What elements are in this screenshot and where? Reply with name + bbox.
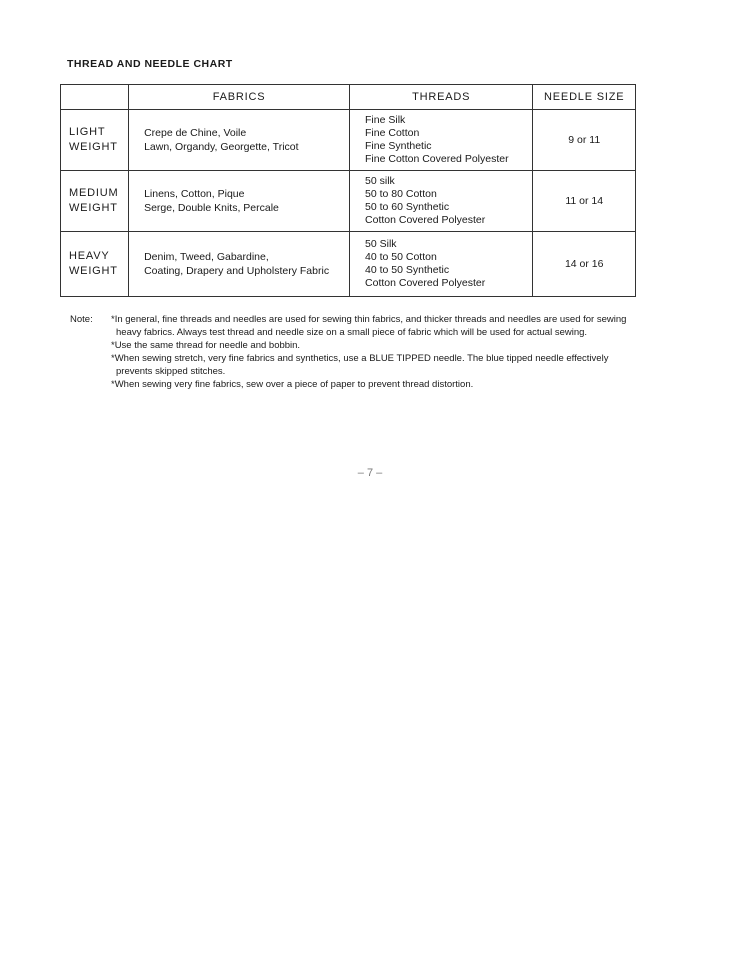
thread-line: Fine Cotton: [365, 127, 420, 139]
thread-line: 50 silk: [365, 175, 395, 187]
table-row: [61, 232, 636, 297]
weight-line: HEAVY: [69, 250, 110, 262]
thread-needle-table: [60, 84, 636, 297]
note-list: [111, 313, 640, 391]
weight-line: MEDIUM: [69, 187, 119, 199]
table-row: [61, 171, 636, 232]
note-label: Note:: [70, 314, 93, 325]
needle-size-cell: 9 or 11: [533, 110, 636, 171]
weight-line: WEIGHT: [69, 265, 118, 277]
threads-cell: [350, 110, 533, 171]
threads-cell: [350, 171, 533, 232]
thread-line: 50 to 80 Cotton: [365, 188, 437, 200]
header-fabrics: FABRICS: [129, 85, 350, 110]
needle-size-cell: 14 or 16: [533, 232, 636, 297]
header-threads: THREADS: [350, 85, 533, 110]
fabric-line: Serge, Double Knits, Percale: [144, 202, 279, 214]
fabric-line: Linens, Cotton, Pique: [144, 188, 245, 200]
thread-line: Cotton Covered Polyester: [365, 214, 486, 226]
thread-line: 40 to 50 Cotton: [365, 251, 437, 263]
fabric-line: Crepe de Chine, Voile: [144, 127, 247, 139]
thread-line: Fine Synthetic: [365, 140, 432, 152]
table-row: [61, 110, 636, 171]
weight-line: LIGHT: [69, 126, 106, 138]
notes-section: [70, 313, 640, 391]
header-needle-size: NEEDLE SIZE: [533, 85, 636, 110]
thread-line: Fine Cotton Covered Polyester: [365, 153, 509, 165]
fabrics-cell: [129, 232, 350, 297]
weight-cell: [61, 232, 129, 297]
fabric-line: Denim, Tweed, Gabardine,: [144, 251, 269, 263]
thread-line: 40 to 50 Synthetic: [365, 264, 450, 276]
needle-size-cell: 11 or 14: [533, 171, 636, 232]
fabric-line: Coating, Drapery and Upholstery Fabric: [144, 265, 330, 277]
fabric-line: Lawn, Organdy, Georgette, Tricot: [144, 141, 299, 153]
thread-line: Fine Silk: [365, 114, 406, 126]
note-item: *When sewing stretch, very fine fabrics and synthetics, use a BLUE TIPPED needle. The blue tipped needle effectively prevents skipped stitches.: [111, 353, 609, 377]
weight-cell: [61, 110, 129, 171]
note-item: *In general, fine threads and needles are used for sewing thin fabrics, and thicker threads and needles are used for sewing heavy fabrics. Always test thread and needle size on a small piece of fabric which will be used for actual sewing.: [111, 314, 627, 338]
thread-line: Cotton Covered Polyester: [365, 277, 486, 289]
header-weight: [61, 85, 129, 110]
weight-line: WEIGHT: [69, 141, 118, 153]
thread-line: 50 Silk: [365, 238, 397, 250]
page-number: – 7 –: [357, 467, 383, 479]
thread-line: 50 to 60 Synthetic: [365, 201, 450, 213]
note-item: *When sewing very fine fabrics, sew over a piece of paper to prevent thread distortion.: [111, 379, 474, 390]
weight-line: WEIGHT: [69, 202, 118, 214]
weight-cell: [61, 171, 129, 232]
table-header-row: [61, 85, 636, 110]
fabrics-cell: [129, 110, 350, 171]
threads-cell: [350, 232, 533, 297]
page-title: THREAD AND NEEDLE CHART: [67, 58, 233, 70]
fabrics-cell: [129, 171, 350, 232]
note-item: *Use the same thread for needle and bobbin.: [111, 340, 301, 351]
